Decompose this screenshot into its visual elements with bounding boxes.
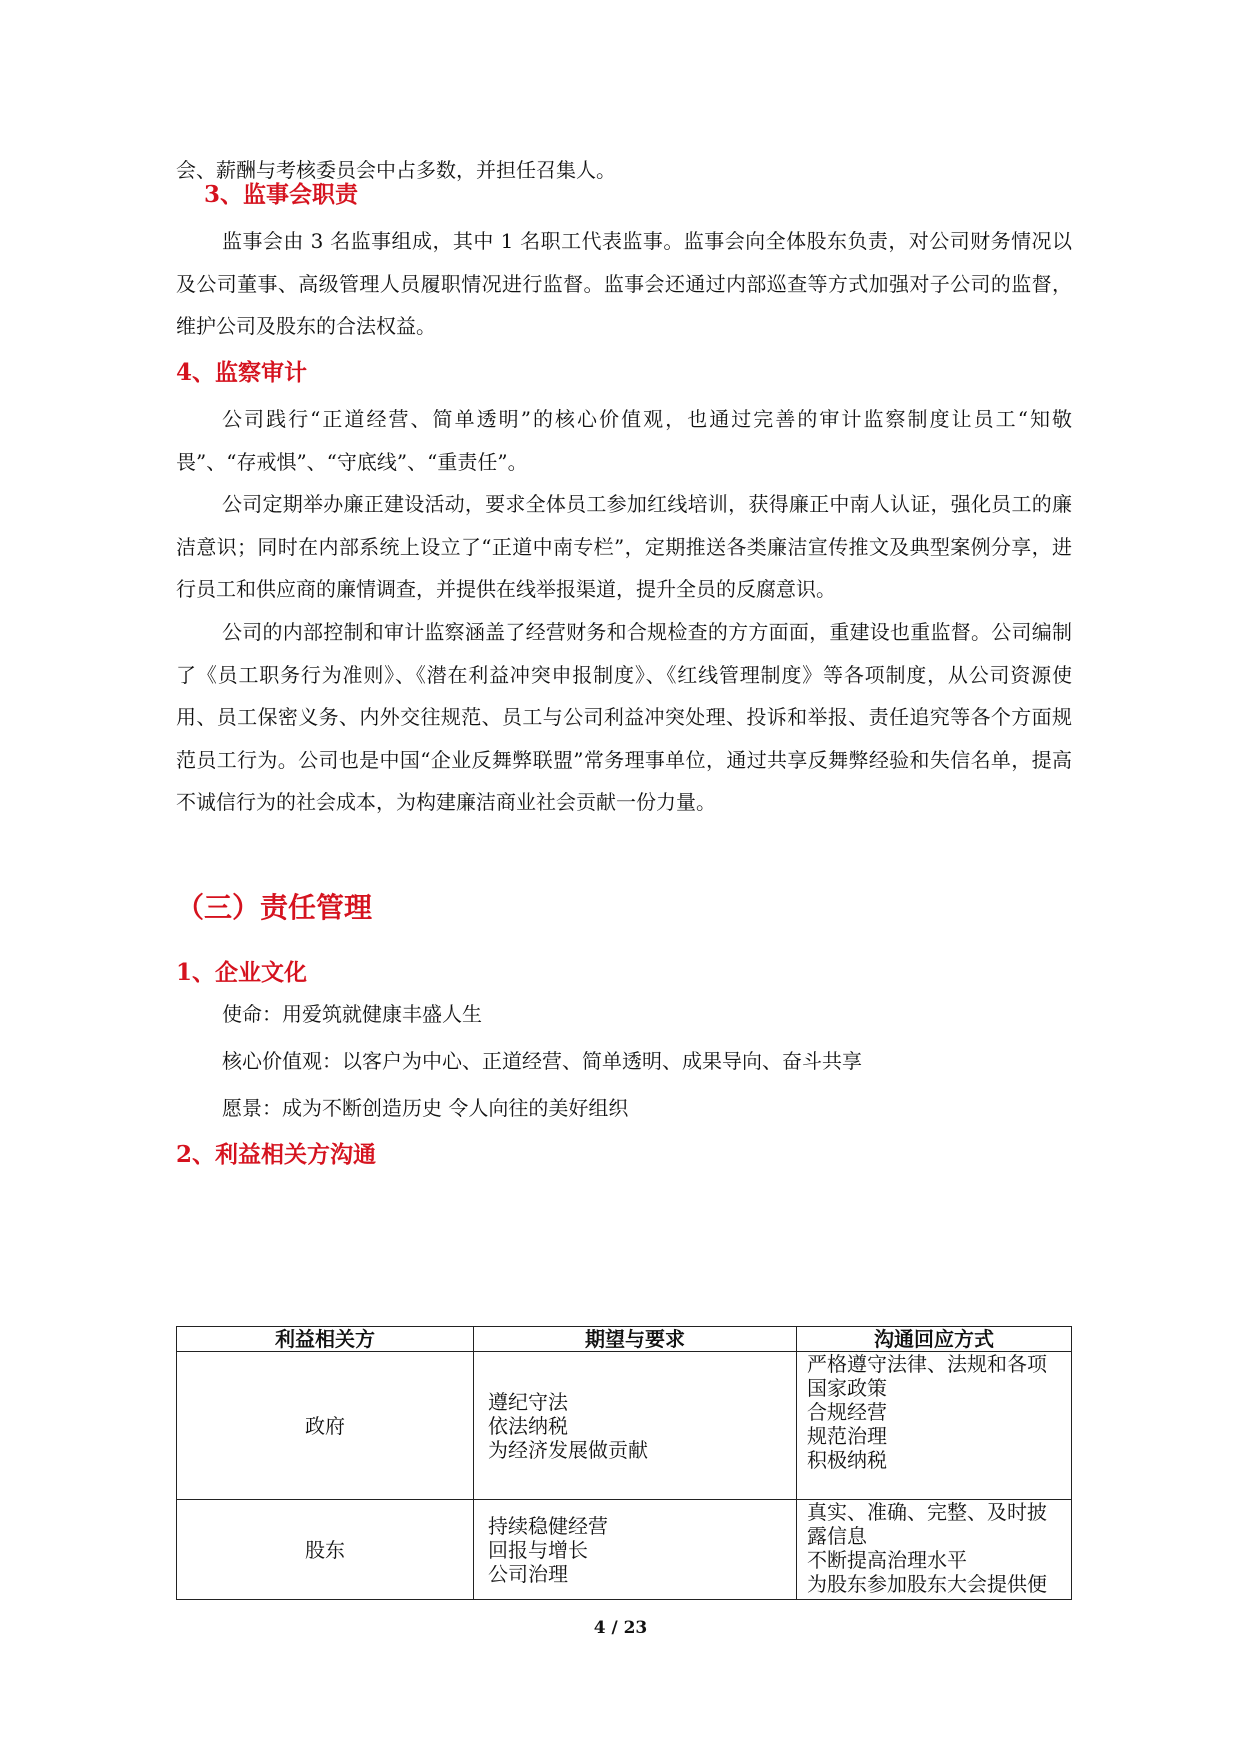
stakeholder-name: 股东 xyxy=(177,1500,474,1600)
section-3-heading: 3、监事会职责 xyxy=(204,181,359,208)
table-row xyxy=(177,1500,1072,1600)
response-item: 合规经营 xyxy=(807,1400,887,1424)
header-expectations: 期望与要求 xyxy=(474,1327,797,1352)
section-4-paragraph-1: 公司践行“正道经营、简单透明”的核心价值观，也通过完善的审计监察制度让员工“知敬畏”、“存戒惧”、“守底线”、“重责任”。 xyxy=(176,407,1072,474)
response-item: 不断提高治理水平 xyxy=(807,1548,967,1572)
section-3-body: 监事会由 3 名监事组成，其中 1 名职工代表监事。监事会向全体股东负责，对公司财务情况以及公司董事、高级管理人员履职情况进行监督。监事会还通过内部巡查等方式加强对子公司的监督，维护公司及股东的合法权益。 xyxy=(176,229,1072,338)
expectation-item: 回报与增长 xyxy=(488,1537,588,1562)
core-values-text: 核心价值观：以客户为中心、正道经营、简单透明、成果导向、奋斗共享 xyxy=(222,1049,862,1073)
expectation-item: 公司治理 xyxy=(488,1561,568,1586)
table-row xyxy=(177,1352,1072,1500)
header-response: 沟通回应方式 xyxy=(797,1327,1072,1352)
expectation-item: 遵纪守法 xyxy=(488,1389,568,1414)
expectation-item: 依法纳税 xyxy=(488,1413,568,1438)
section-4-paragraph-3: 公司的内部控制和审计监察涵盖了经营财务和合规检查的方方面面，重建设也重监督。公司编制了《员工职务行为准则》、《潜在利益冲突申报制度》、《红线管理制度》等各项制度，从公司资源使用、员工保密义务、内外交往规范、员工与公司利益冲突处理、投诉和举报、责任追究等各个方面规范员工行为。公司也是中国“企业反舞弊联盟”常务理事单位，通过共享反舞弊经验和失信名单，提高不诚信行为的社会成本，为构建廉洁商业社会贡献一份力量。 xyxy=(176,620,1072,814)
section-4-heading: 4、监察审计 xyxy=(176,359,308,386)
table-header-row xyxy=(177,1327,1072,1352)
response-cell xyxy=(797,1352,1072,1500)
response-item: 规范治理 xyxy=(807,1424,887,1448)
expectations-cell xyxy=(474,1500,797,1600)
expectation-item: 持续稳健经营 xyxy=(488,1513,608,1538)
response-item: 严格遵守法律、法规和各项国家政策 xyxy=(807,1352,1047,1400)
expectation-item: 为经济发展做贡献 xyxy=(488,1437,648,1462)
page-number: 4 / 23 xyxy=(593,1618,648,1638)
mission-text: 使命：用爱筑就健康丰盛人生 xyxy=(222,1002,482,1026)
vision-text: 愿景：成为不断创造历史 令人向往的美好组织 xyxy=(222,1096,629,1120)
part-3-heading: （三）责任管理 xyxy=(176,891,373,924)
culture-heading: 1、企业文化 xyxy=(176,959,308,986)
response-cell xyxy=(797,1500,1072,1600)
stakeholder-name: 政府 xyxy=(177,1352,474,1500)
stakeholder-table xyxy=(176,1326,1072,1600)
stakeholder-heading: 2、利益相关方沟通 xyxy=(176,1141,377,1168)
response-item: 为股东参加股东大会提供便 xyxy=(807,1572,1047,1596)
section-4-paragraph-2: 公司定期举办廉正建设活动，要求全体员工参加红线培训，获得廉正中南人认证，强化员工的廉洁意识；同时在内部系统上设立了“正道中南专栏”，定期推送各类廉洁宣传推文及典型案例分享，进行员工和供应商的廉情调查，并提供在线举报渠道，提升全员的反腐意识。 xyxy=(176,492,1072,601)
expectations-cell xyxy=(474,1352,797,1500)
continued-paragraph: 会、薪酬与考核委员会中占多数，并担任召集人。 xyxy=(176,158,616,182)
response-item: 积极纳税 xyxy=(807,1448,887,1472)
header-stakeholder: 利益相关方 xyxy=(177,1327,474,1352)
response-item: 真实、准确、完整、及时披露信息 xyxy=(807,1500,1047,1548)
